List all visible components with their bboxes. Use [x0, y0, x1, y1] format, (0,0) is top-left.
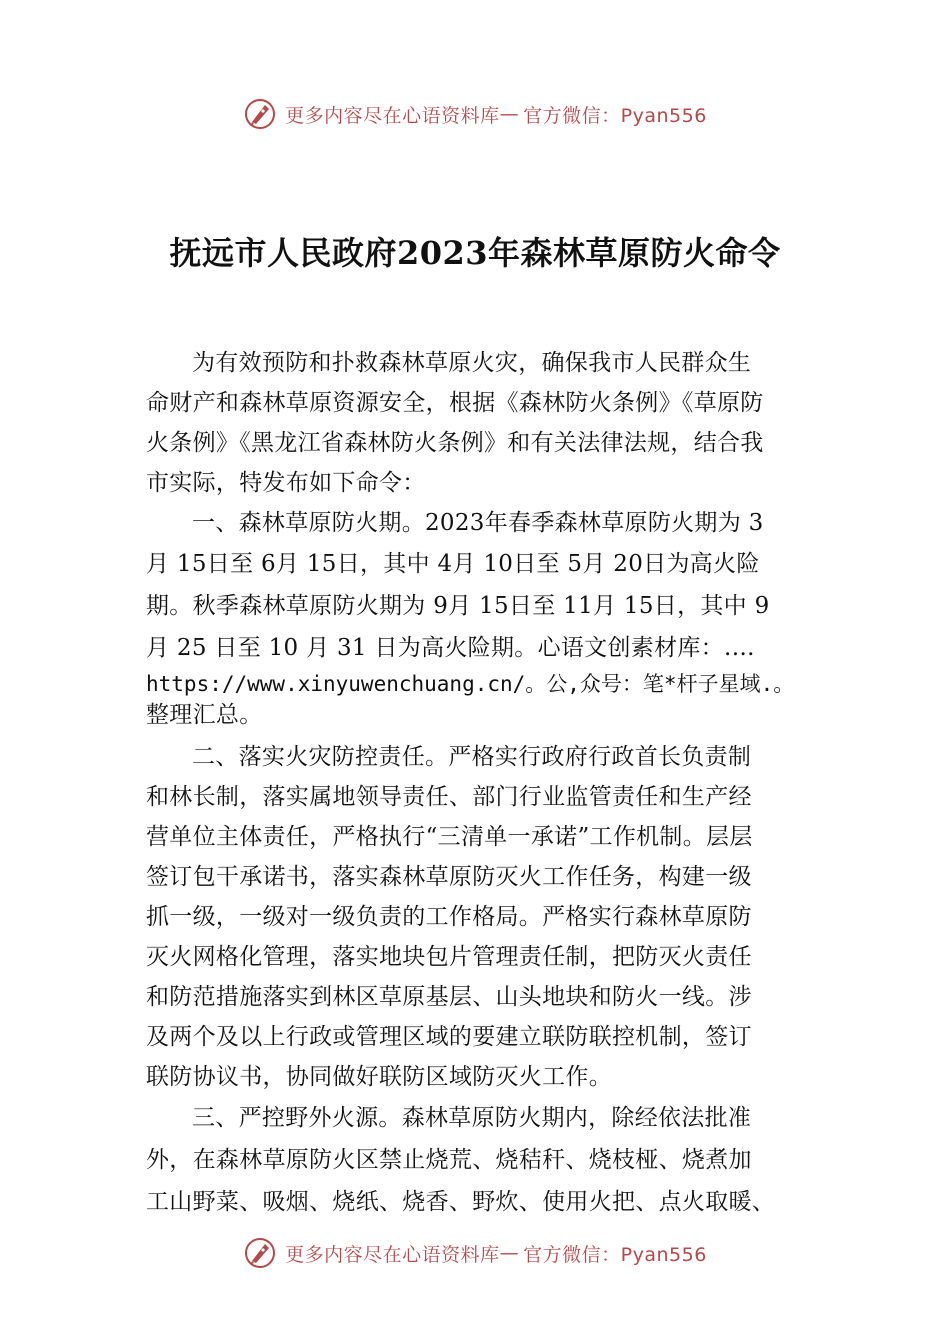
- banner-separator: —: [499, 103, 520, 125]
- text-line: 联防协议书，协同做好联防区域防灭火工作。: [146, 1064, 612, 1090]
- banner-text: 更多内容尽在心语资料库: [285, 104, 500, 127]
- document-body: [146, 343, 816, 1223]
- banner-wechat: 官方微信：Pyan556: [523, 1243, 707, 1266]
- text-line: 三、严控野外火源。森林草原防火期内，除经依法批准: [192, 1105, 752, 1131]
- footer-watermark-banner: [0, 1233, 950, 1273]
- text-line: 二、落实火灾防控责任。严格实行政府行政首长负责制: [192, 744, 752, 770]
- text-line: 签订包干承诺书，落实森林草原防灭火工作任务，构建一级: [146, 864, 752, 890]
- text-line: 外，在森林草原防火区禁止烧荒、烧秸秆、烧枝桠、烧煮加: [146, 1147, 752, 1173]
- text-line: 期。秋季森林草原防火期为 9月 15日至 11月 15日，其中 9: [146, 593, 770, 619]
- pen-nib-logo-icon: [243, 97, 277, 131]
- header-watermark-banner: [0, 94, 950, 134]
- text-line: 及两个及以上行政或管理区域的要建立联防联控机制，签订: [146, 1024, 752, 1050]
- text-line: 工山野菜、吸烟、烧纸、烧香、野炊、使用火把、点火取暖、: [146, 1189, 776, 1215]
- text-line: 灭火网格化管理，落实地块包片管理责任制，把防灭火责任: [146, 944, 752, 970]
- document-title: 抚远市人民政府2023年森林草原防火命令: [169, 234, 781, 272]
- text-line: 抓一级，一级对一级负责的工作格局。严格实行森林草原防: [146, 904, 752, 930]
- text-line: 火条例》《黑龙江省森林防火条例》和有关法律法规，结合我: [146, 430, 764, 456]
- text-line: 和防范措施落实到林区草原基层、山头地块和防火一线。涉: [146, 984, 752, 1010]
- text-line: 市实际，特发布如下命令：: [146, 470, 426, 496]
- text-line: 为有效预防和扑救森林草原火灾，确保我市人民群众生: [192, 350, 752, 376]
- text-line-url: https://www.xinyuwenchuang.cn/。公,众号：笔*杆子星域.。: [146, 672, 795, 696]
- banner-text: 更多内容尽在心语资料库: [285, 1243, 500, 1266]
- text-line: 月 15日至 6月 15日，其中 4月 10日至 5月 20日为高火险: [146, 551, 760, 577]
- text-line: 和林长制，落实属地领导责任、部门行业监管责任和生产经: [146, 784, 752, 810]
- banner-wechat: 官方微信：Pyan556: [523, 104, 707, 127]
- pen-nib-logo-icon: [243, 1236, 277, 1270]
- text-line: 营单位主体责任，严格执行“三清单一承诺”工作机制。层层: [146, 824, 753, 850]
- text-line: 月 25 日至 10 月 31 日为高火险期。心语文创素材库：.…: [146, 635, 755, 661]
- text-line: 整理汇总。: [146, 702, 263, 728]
- text-line: 一、森林草原防火期。2023年春季森林草原防火期为 3: [192, 510, 764, 536]
- banner-separator: —: [499, 1242, 520, 1264]
- text-line: 命财产和森林草原资源安全，根据《森林防火条例》《草原防: [146, 390, 764, 416]
